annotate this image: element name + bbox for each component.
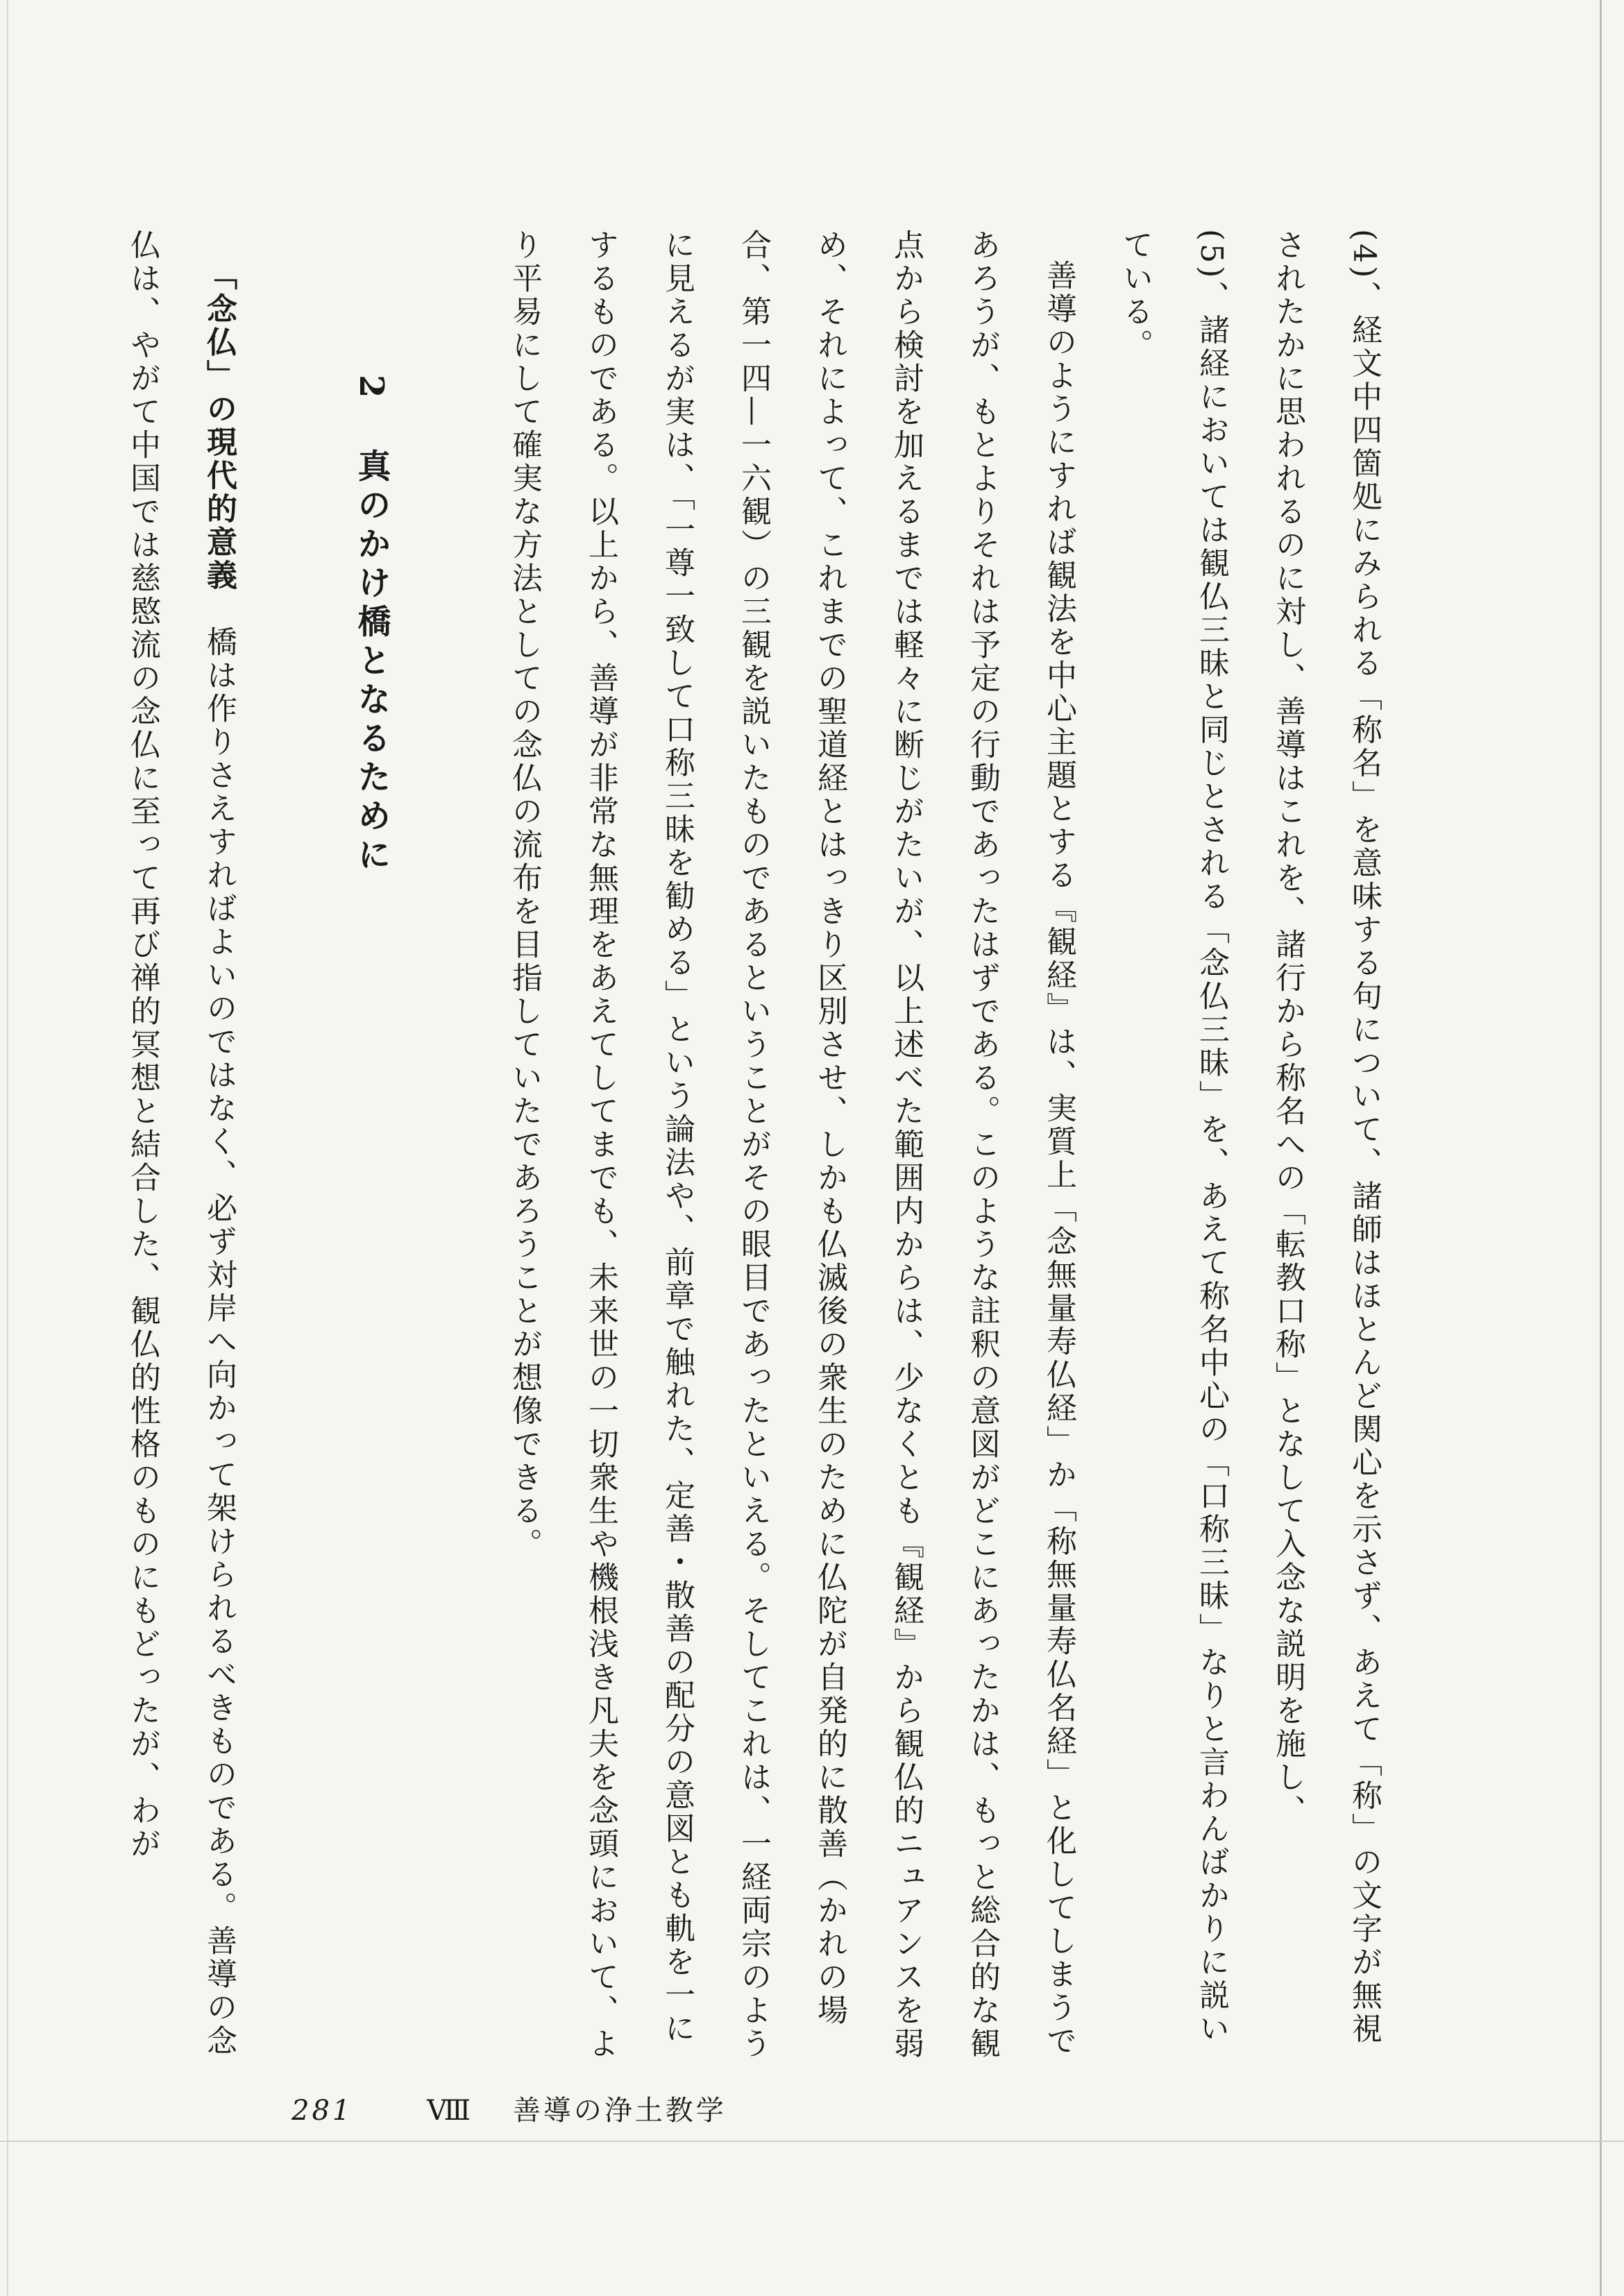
runin-heading: 「念仏」の現代的意義 (201, 260, 237, 593)
spacer (257, 229, 333, 2061)
page-number: 281 (291, 2095, 353, 2127)
paragraph-modern (104, 229, 257, 2061)
page-footer (291, 2089, 727, 2128)
scan-edge-left (7, 0, 8, 2296)
paragraph-5: (5)、諸経においては観仏三昧と同じとされる「念仏三昧」を、あえて称名中心の「口称三昧」なりと言わんばかりに説いている。 (1117, 229, 1229, 2046)
body-text (125, 229, 1402, 2061)
footer-rule (0, 2141, 1624, 2142)
chapter-number: Ⅷ (427, 2095, 474, 2127)
paragraph-modern-text: 橋は作りさえすればよいのではなく、必ず対岸へ向かって架けられるべきものである。善導の念仏は、やがて中国では慈愍流の念仏に至って再び禅的冥想と結合した、観仏的性格のものにもどったが、わが (125, 229, 237, 2058)
paragraph-main: 善導のようにすれば観法を中心主題とする『観経』は、実質上「念無量寿仏経」か「称無量寿仏名経」と化してしまうであろうが、もとよりそれは予定の行動であったはずである。このような註釈の意図がどこにあったかは、もっと総合的な観点から検討を加えるまでは軽々に断じがたいが、以上述べた範囲内からは、少なくとも『観経』から観仏的ニュアンスを弱め、それによって、これまでの聖道経とはっきり区別させ、しかも仏滅後の衆生のために仏陀が自発的に散善（かれの場合、第一四—一六観）の三観を説いたものであるということがその眼目であったといえる。そしてこれは、一経両宗のように見えるが実は、「一尊一致して口称三昧を勧める」という論法や、前章で触れた、定善・散善の配分の意図とも軌を一にするものである。以上から、善導が非常な無理をあえてしてまでも、未来世の一切衆生や機根浅き凡夫を念頭において、より平易にして確実な方法としての念仏の流布を目指していたであろうことが想像できる。 (507, 229, 1076, 2061)
section-heading (333, 229, 409, 2061)
section-title: 真のかけ橋となるために (352, 448, 391, 876)
paragraph-4: (4)、経文中四箇処にみられる「称名」を意味する句について、諸師はほとんど関心を示さず、あえて「称」の文字が無視されたかに思われるのに対し、善導はこれを、諸行から称名への「転教口称」となして入念な説明を施し、 (1270, 229, 1382, 2046)
spacer (409, 229, 486, 2061)
scan-edge-right (1600, 0, 1602, 2296)
section-number: 2 (352, 375, 391, 404)
chapter-title: 善導の浄土教学 (512, 2095, 727, 2127)
